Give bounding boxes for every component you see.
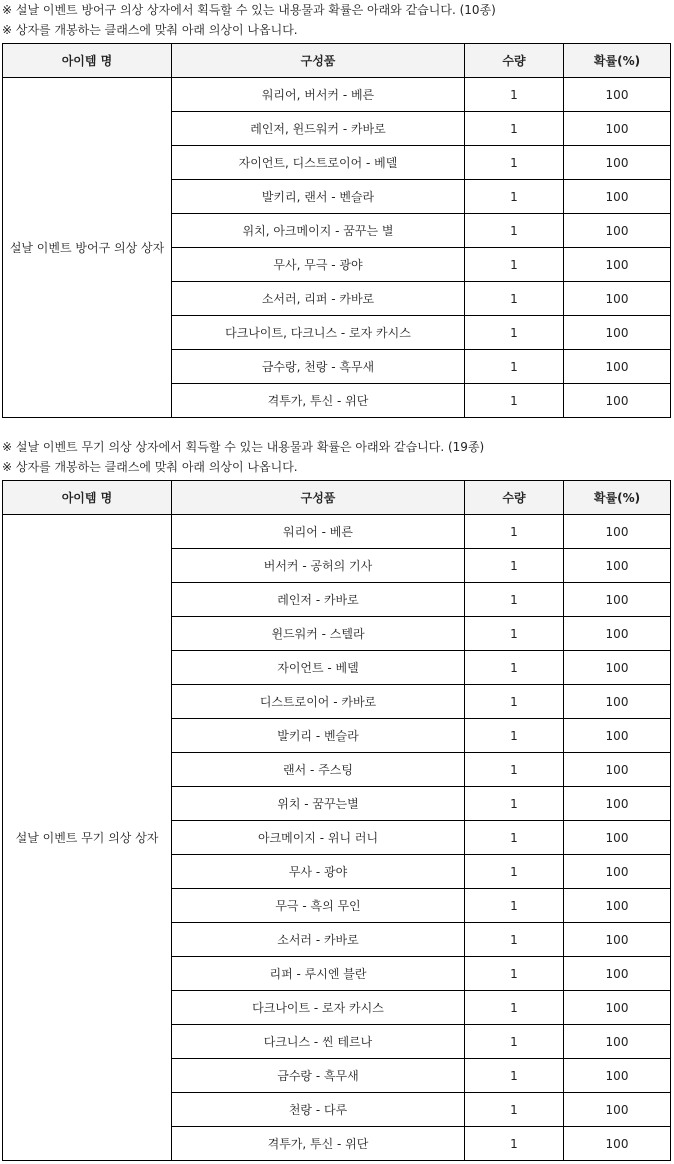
probability-cell: 100 (564, 855, 671, 889)
probability-cell: 100 (564, 889, 671, 923)
header-quantity: 수량 (465, 44, 564, 78)
probability-cell: 100 (564, 923, 671, 957)
probability-cell: 100 (564, 1025, 671, 1059)
quantity-cell: 1 (465, 1059, 564, 1093)
probability-cell: 100 (564, 112, 671, 146)
quantity-cell: 1 (465, 957, 564, 991)
probability-cell: 100 (564, 991, 671, 1025)
component-cell: 소서러 - 카바로 (172, 923, 465, 957)
component-cell: 아크메이지 - 위니 러니 (172, 821, 465, 855)
component-cell: 디스트로이어 - 카바로 (172, 685, 465, 719)
component-cell: 발키리 - 벤슬라 (172, 719, 465, 753)
component-cell: 자이언트 - 베델 (172, 651, 465, 685)
component-cell: 무사, 무극 - 광야 (172, 248, 465, 282)
probability-cell: 100 (564, 248, 671, 282)
probability-cell: 100 (564, 617, 671, 651)
quantity-cell: 1 (465, 515, 564, 549)
quantity-cell: 1 (465, 753, 564, 787)
component-cell: 워리어 - 베른 (172, 515, 465, 549)
quantity-cell: 1 (465, 112, 564, 146)
component-cell: 금수랑, 천랑 - 흑무새 (172, 350, 465, 384)
armor-box-note-class: ※ 상자를 개봉하는 클래스에 맞춰 아래 의상이 나옵니다. (2, 23, 298, 37)
probability-cell: 100 (564, 753, 671, 787)
probability-cell: 100 (564, 787, 671, 821)
component-cell: 위치 - 꿈꾸는별 (172, 787, 465, 821)
quantity-cell: 1 (465, 248, 564, 282)
quantity-cell: 1 (465, 180, 564, 214)
quantity-cell: 1 (465, 316, 564, 350)
probability-cell: 100 (564, 583, 671, 617)
quantity-cell: 1 (465, 1127, 564, 1161)
component-cell: 다크나이트 - 로자 카시스 (172, 991, 465, 1025)
component-cell: 다크니스 - 씬 테르나 (172, 1025, 465, 1059)
component-cell: 무극 - 흑의 무인 (172, 889, 465, 923)
probability-cell: 100 (564, 719, 671, 753)
table-row (3, 515, 671, 549)
component-cell: 랜서 - 주스팅 (172, 753, 465, 787)
table-header-row (3, 481, 671, 515)
quantity-cell: 1 (465, 214, 564, 248)
quantity-cell: 1 (465, 855, 564, 889)
probability-cell: 100 (564, 549, 671, 583)
header-item-name: 아이템 명 (3, 481, 172, 515)
probability-cell: 100 (564, 1093, 671, 1127)
component-cell: 격투가, 투신 - 위단 (172, 384, 465, 418)
quantity-cell: 1 (465, 583, 564, 617)
weapon-box-note-contents: ※ 설날 이벤트 무기 의상 상자에서 획득할 수 있는 내용물과 확률은 아래와 같습니다. (19종) (2, 440, 485, 454)
header-quantity: 수량 (465, 481, 564, 515)
armor-box-note-contents: ※ 설날 이벤트 방어구 의상 상자에서 획득할 수 있는 내용물과 확률은 아래와 같습니다. (10종) (2, 3, 496, 17)
component-cell: 소서러, 리퍼 - 카바로 (172, 282, 465, 316)
probability-cell: 100 (564, 384, 671, 418)
component-cell: 리퍼 - 루시엔 블란 (172, 957, 465, 991)
probability-cell: 100 (564, 350, 671, 384)
item-name-cell: 설날 이벤트 무기 의상 상자 (3, 515, 172, 1161)
quantity-cell: 1 (465, 889, 564, 923)
component-cell: 무사 - 광야 (172, 855, 465, 889)
quantity-cell: 1 (465, 651, 564, 685)
probability-cell: 100 (564, 515, 671, 549)
table-row (3, 78, 671, 112)
quantity-cell: 1 (465, 549, 564, 583)
quantity-cell: 1 (465, 617, 564, 651)
quantity-cell: 1 (465, 787, 564, 821)
component-cell: 다크나이트, 다크니스 - 로자 카시스 (172, 316, 465, 350)
item-name-cell: 설날 이벤트 방어구 의상 상자 (3, 78, 172, 418)
quantity-cell: 1 (465, 685, 564, 719)
component-cell: 격투가, 투신 - 위단 (172, 1127, 465, 1161)
component-cell: 위치, 아크메이지 - 꿈꾸는 별 (172, 214, 465, 248)
header-probability: 확률(%) (564, 44, 671, 78)
quantity-cell: 1 (465, 923, 564, 957)
header-component: 구성품 (172, 44, 465, 78)
quantity-cell: 1 (465, 821, 564, 855)
probability-cell: 100 (564, 821, 671, 855)
probability-cell: 100 (564, 1059, 671, 1093)
component-cell: 금수랑 - 흑무새 (172, 1059, 465, 1093)
probability-cell: 100 (564, 180, 671, 214)
quantity-cell: 1 (465, 1093, 564, 1127)
component-cell: 자이언트, 디스트로이어 - 베델 (172, 146, 465, 180)
probability-cell: 100 (564, 214, 671, 248)
quantity-cell: 1 (465, 1025, 564, 1059)
quantity-cell: 1 (465, 350, 564, 384)
quantity-cell: 1 (465, 384, 564, 418)
component-cell: 발키리, 랜서 - 벤슬라 (172, 180, 465, 214)
quantity-cell: 1 (465, 78, 564, 112)
weapon-box-note-class: ※ 상자를 개봉하는 클래스에 맞춰 아래 의상이 나옵니다. (2, 460, 298, 474)
header-component: 구성품 (172, 481, 465, 515)
probability-cell: 100 (564, 685, 671, 719)
header-probability: 확률(%) (564, 481, 671, 515)
weapon-box-probability-table (2, 480, 671, 1161)
component-cell: 버서커 - 공허의 기사 (172, 549, 465, 583)
component-cell: 윈드워커 - 스텔라 (172, 617, 465, 651)
quantity-cell: 1 (465, 282, 564, 316)
table-header-row (3, 44, 671, 78)
armor-box-probability-table (2, 43, 671, 418)
probability-cell: 100 (564, 282, 671, 316)
quantity-cell: 1 (465, 719, 564, 753)
quantity-cell: 1 (465, 991, 564, 1025)
probability-cell: 100 (564, 651, 671, 685)
component-cell: 워리어, 버서커 - 베른 (172, 78, 465, 112)
probability-cell: 100 (564, 1127, 671, 1161)
probability-cell: 100 (564, 78, 671, 112)
probability-cell: 100 (564, 146, 671, 180)
component-cell: 레인저 - 카바로 (172, 583, 465, 617)
header-item-name: 아이템 명 (3, 44, 172, 78)
quantity-cell: 1 (465, 146, 564, 180)
probability-cell: 100 (564, 316, 671, 350)
component-cell: 레인저, 윈드워커 - 카바로 (172, 112, 465, 146)
probability-cell: 100 (564, 957, 671, 991)
component-cell: 천랑 - 다루 (172, 1093, 465, 1127)
